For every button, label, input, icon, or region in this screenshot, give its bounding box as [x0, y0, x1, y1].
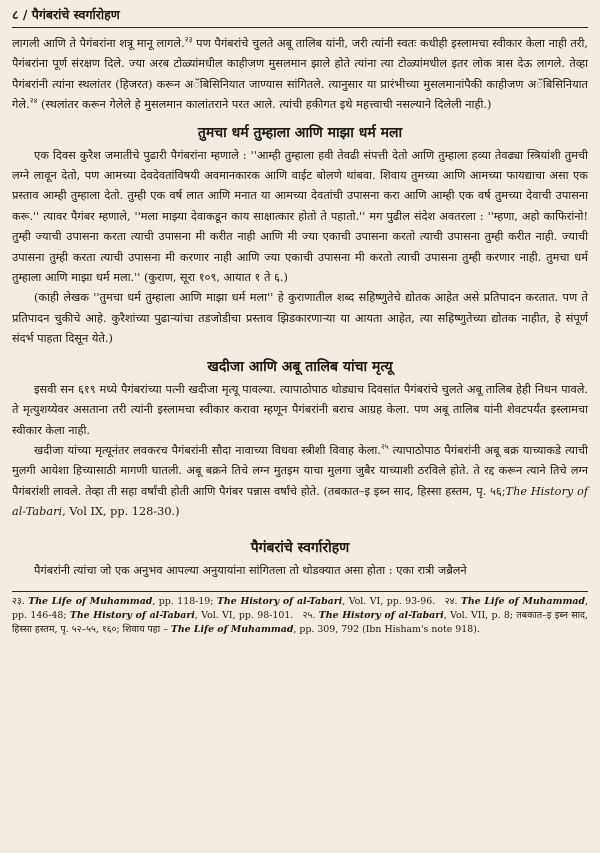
para5-citation: The History of al-Tabari: [12, 484, 588, 519]
footnote-25: २५. The History of al-Tabari, Vol. VII, p. 8; तबकात–इ इब्न साद, हिस्सा हस्तम, पृ. ५२–५५, १६०; शिवाय पहा – The Life of Muhammad, pp. 309, 792 (Ibn Hisham's note 918).: [12, 610, 589, 636]
para5-text-c: , Vol IX, pp. 128-30.): [62, 505, 180, 519]
footnote-ref-24[interactable]: २४: [29, 96, 38, 106]
section-heading-1: तुमचा धर्म तुम्हाला आणि माझा धर्म मला: [197, 124, 403, 141]
section-heading-2: खदीजा आणि अबू तालिब यांचा मृत्यू: [207, 358, 393, 375]
footnote-ref-25[interactable]: २५: [380, 442, 389, 452]
footnote-23: २३. The Life of Muhammad, pp. 118-19; The History of al-Tabari, Vol. VI, pp. 93-96.: [12, 595, 436, 607]
running-head: ८ / पैगंबरांचे स्वर्गारोहण: [12, 6, 588, 28]
para5-text-a: खदीजा यांच्या मृत्यूनंतर लवकरच पैगंबरांनी सौदा नावाच्या विधवा स्त्रीशी विवाह केला.: [34, 443, 381, 457]
para1-text-b: पण पैगंबरांचे चुलते अबू तालिब यांनी, जरी त्यांनी स्वतः कधीही इस्लामचा स्वीकार केला नाही तरी, पैगंबरांना पूर्ण संरक्षण दिले. ज्या अरब टोळ्यांमधील काहीजण मुसलमान झाले होते त्यांना त्या टोळ्यांमधील इतर लोक त्रास देऊ लागले. तेव्हा पैगंबरांनी त्यांना स्थलांतर (हिजरत) करून अॅबिसिनियात जाण्यास सांगितले. त्यानुसार या प्रारंभीच्या मुसलमानांपैकी काहीजण अॅबिसिनियात गेले.: [12, 37, 588, 112]
para1-text-a: लागली आणि ते पैगंबरांना शत्रू मानू लागले.: [12, 37, 185, 50]
footnote-24: २४. The Life of Muhammad, pp. 146-48; The History of al-Tabari, Vol. VI, pp. 98-101.: [12, 595, 588, 622]
paragraph-3: (काही लेखक ''तुमचा धर्म तुम्हाला आणि माझा धर्म मला'' हे कुराणातील शब्द सहिष्णुतेचे द्योतक आहेत असे प्रतिपादन करतात. पण ते प्रतिपादन चुकीचे आहे. कुरैशांच्या पुढाऱ्यांचा तडजोडीचा प्रस्ताव झिडकारणाऱ्या या आयता आहेत, त्या सहिष्णुतेच्या द्योतक नाहीत, हे संपूर्ण संदर्भ पाहता दिसून येते.): [12, 291, 588, 346]
footnotes: [12, 595, 588, 638]
paragraph-5: [12, 441, 588, 523]
paragraph-2: एक दिवस कुरैश जमातीचे पुढारी पैगंबरांना म्हणाले : ''आम्ही तुम्हाला हवी तेवढी संपत्ती देतो आणि तुम्हाला हव्या तेवढ्या स्त्रियांशी तुमची लग्ने लावून देतो, पण आमच्या देवदेवतांविषयी अवमानकारक आणि वाईट बोलणे थांबवा. शिवाय तुमच्या आणि आमच्या फायद्याचा असा एक प्रस्ताव आम्ही तुम्हाला देतो. तुम्ही एक वर्ष लात आणि मनात या आमच्या देवतांची उपासना करा आणि आम्ही एक वर्ष तुमच्या देवाची उपासना करू.'' त्यावर पैगंबर म्हणाले, ''मला माझ्या देवाकडून काय साक्षात्कार होतो ते पहातो.'' मग पुढील संदेश अवतरला : ''म्हणा, अहो काफिरांनो! तुम्ही ज्याची उपासना करता त्याची उपासना मी करीत नाही आणि मी ज्या एकाची उपासना करतो त्याची उपासना तुम्ही करीत नाही. ज्याची उपासना तुम्ही करता त्याची उपासना मी करणार नाही आणि ज्या एकाची उपासना मी करतो त्याची उपासना तुम्ही करणार नाही. तुमचा धर्म तुम्हाला आणि माझा धर्म मला.'' (कुराण, सूरा १०९, आयात १ ते ६.): [12, 148, 588, 285]
footnote-rule: [12, 591, 588, 592]
para1-text-c: (स्थलांतर करून गेलेले हे मुसलमान कालांतराने परत आले. त्यांची हकीगत इथे महत्त्वाची नसल्याने दिलेली नाही.): [37, 98, 492, 112]
paragraph-6: पैगंबरांनी त्यांचा जो एक अनुभव आपल्या अनुयायांना सांगितला तो थोडक्यात असा होता : एका रात्री जब्रैलने: [34, 563, 467, 577]
paragraph-1: [12, 34, 588, 116]
footnote-ref-23[interactable]: २३: [184, 35, 193, 45]
section-heading-3: पैगंबरांचे स्वर्गारोहण: [250, 539, 350, 556]
paragraph-4: इसवी सन ६१९ मध्ये पैगंबरांच्या पत्नी खदीजा मृत्यू पावल्या. त्यापाठोपाठ थोड्याच दिवसांत पैगंबरांचे चुलते अबू तालिब हेही निधन पावले. ते मृत्युशय्येवर असताना तरी त्यांनी इस्लामचा स्वीकार करावा म्हणून पैगंबरांनी बराच आग्रह केला. पण अबू तालिब यांनी शेवटपर्यंत इस्लामचा स्वीकार केला नाही.: [12, 382, 588, 437]
para5-text-b: त्यापाठोपाठ पैगंबरांनी अबू बक्र याच्याकडे त्याची मुलगी आयेशा हिच्यासाठी मागणी घातली. अबू बक्रने तिचे लग्न मुतइम याचा मुलगा जुबैर याच्याशी ठरविले होते. ते रद्द करून त्याने तिचे लग्न पैगंबरांशी लावले. तेव्हा ती सहा वर्षांची होती आणि पैगंबर पन्नास वर्षांचे होते. (तबकात–इ इब्न साद, हिस्सा हस्तम, पृ. ५६;: [12, 443, 588, 498]
body-text: [12, 34, 588, 581]
